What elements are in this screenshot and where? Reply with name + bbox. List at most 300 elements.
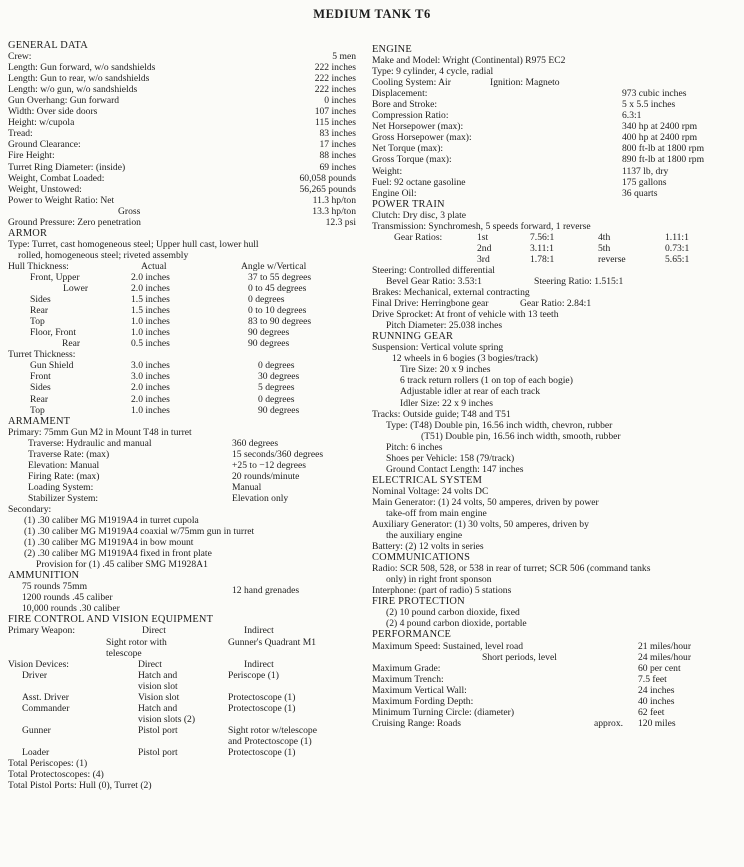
hull-angle: 83 to 90 degrees xyxy=(248,316,312,328)
secondary-weapon: Provision for (1) .45 caliber SMG M1928A1 xyxy=(36,559,208,571)
engine-data-value: 800 ft-lb at 1800 rpm xyxy=(622,143,705,155)
loader-indirect: Protectoscope (1) xyxy=(228,747,296,758)
hull-thickness-row xyxy=(8,294,362,305)
electrical-line xyxy=(372,486,738,497)
ammo-row xyxy=(8,592,362,603)
general-data-label: Gross xyxy=(118,205,141,217)
engine-data-label: Gross Horsepower (max): xyxy=(372,132,472,144)
engine-make: Make and Model: Wright (Continental) R975 EC2 xyxy=(372,55,566,67)
running-gear-row xyxy=(372,364,738,375)
performance-row xyxy=(372,718,738,729)
engine-line xyxy=(372,77,738,88)
hull-actual: 2.0 inches xyxy=(131,271,170,283)
drive-sprocket: Drive Sprocket: At front of vehicle with 13 teeth xyxy=(372,309,559,321)
general-data-label: Length: Gun to rear, w/o sandshields xyxy=(8,73,150,85)
section-heading-general-data: GENERAL DATA xyxy=(8,40,88,51)
general-data-label: Tread: xyxy=(8,128,33,140)
left-column xyxy=(8,40,362,791)
driver-direct-cont: vision slot xyxy=(138,680,178,692)
ammo-75mm: 75 rounds 75mm xyxy=(22,581,88,593)
primary-weapon-value: Elevation only xyxy=(232,492,289,504)
fire-control-row xyxy=(8,769,362,780)
turret-part: Gun Shield xyxy=(30,360,74,372)
performance-label: Maximum Grade: xyxy=(372,662,441,674)
comm-line xyxy=(372,574,738,585)
performance-label: Minimum Turning Circle: (diameter) xyxy=(372,706,515,718)
gear-ratio-row xyxy=(372,232,738,243)
hull-thickness-row xyxy=(8,272,362,283)
engine-data-label: Net Horsepower (max): xyxy=(372,121,464,133)
hull-thickness-row xyxy=(8,316,362,327)
performance-value: 24 miles/hour xyxy=(638,651,692,663)
engine-data-row xyxy=(372,166,738,177)
gear-ratio: 3.11:1 xyxy=(530,242,554,254)
primary-weapon-row xyxy=(8,438,362,449)
fire-control-row xyxy=(8,670,362,681)
general-data-label: Width: Over side doors xyxy=(8,106,98,118)
tracks: Tracks: Outside guide; T48 and T51 xyxy=(372,408,511,420)
direct-header: Direct xyxy=(142,625,166,637)
hull-thickness-header xyxy=(8,261,362,272)
engine-data-row xyxy=(372,154,738,165)
primary-weapon-row xyxy=(8,482,362,493)
hull-thickness-table xyxy=(8,272,362,349)
running-gear-line xyxy=(372,453,738,464)
armor-type-continuation-line xyxy=(8,250,362,261)
general-data-label: Fire Height: xyxy=(8,150,55,162)
asst-driver-label: Asst. Driver xyxy=(22,691,69,703)
hull-thickness-row xyxy=(8,283,362,294)
general-data-list xyxy=(8,51,362,228)
turret-angle: 0 degrees xyxy=(258,360,295,372)
commander-direct-cont: vision slots (2) xyxy=(138,713,196,725)
general-data-value: 107 inches xyxy=(314,106,356,118)
performance-value: 21 miles/hour xyxy=(638,640,692,652)
section-heading-power-train: POWER TRAIN xyxy=(372,198,445,210)
electrical-line xyxy=(372,508,738,519)
driver-indirect: Periscope (1) xyxy=(228,669,279,681)
main-generator-cont: take-off from main engine xyxy=(386,507,487,519)
steering-ratio: Steering Ratio: 1.515:1 xyxy=(534,275,624,287)
vision-indirect-header: Indirect xyxy=(244,658,274,670)
gunner-direct: Pistol port xyxy=(138,724,178,736)
hull-actual: 1.5 inches xyxy=(131,294,170,306)
engine-data-label: Displacement: xyxy=(372,88,428,100)
engine-data-value: 973 cubic inches xyxy=(622,88,687,100)
section-heading-armor: ARMOR xyxy=(8,227,48,239)
ammo-30cal: 10,000 rounds .30 caliber xyxy=(22,603,120,615)
turret-thickness-row xyxy=(8,405,362,416)
general-data-row xyxy=(8,95,362,106)
fire-control-row xyxy=(8,692,362,703)
section-heading-running-gear: RUNNING GEAR xyxy=(372,331,454,343)
engine-data-row xyxy=(372,88,738,99)
general-data-row xyxy=(8,128,362,139)
fire-control-row xyxy=(8,703,362,714)
hull-part: Rear xyxy=(30,305,49,317)
fire-control-row xyxy=(8,758,362,769)
section-heading-performance: PERFORMANCE xyxy=(372,629,451,641)
hull-part: Rear xyxy=(62,338,81,350)
ground-contact-length: Ground Contact Length: 147 inches xyxy=(386,463,524,475)
section-heading-fire-control: FIRE CONTROL AND VISION EQUIPMENT xyxy=(8,614,214,626)
general-data-row xyxy=(8,206,362,217)
gear-name: 3rd xyxy=(477,253,490,265)
general-data-label: Length: Gun forward, w/o sandshields xyxy=(8,62,156,74)
primary-weapon-label: Primary Weapon: xyxy=(8,625,75,637)
running-gear-line xyxy=(372,420,738,431)
section-heading-fire-protection: FIRE PROTECTION xyxy=(372,596,465,608)
electrical-line xyxy=(372,530,738,541)
hull-part: Top xyxy=(30,316,45,328)
turret-actual: 3.0 inches xyxy=(131,360,170,372)
gear-ratios-table xyxy=(372,232,738,265)
electrical-line xyxy=(372,519,738,530)
radio: Radio: SCR 508, 528, or 538 in rear of turret; SCR 506 (command tanks xyxy=(372,563,651,575)
fire-control-row xyxy=(8,780,362,791)
general-data-value: 12.3 psi xyxy=(325,216,356,228)
ammo-row xyxy=(8,603,362,614)
hull-part: Sides xyxy=(30,294,51,306)
gear-name: 4th xyxy=(598,231,611,243)
primary-weapon-value: 360 degrees xyxy=(232,437,279,449)
vision-devices-label: Vision Devices: xyxy=(8,658,69,670)
general-data-row xyxy=(8,139,362,150)
performance-value: 40 inches xyxy=(638,695,675,707)
secondary-weapon: (1) .30 caliber MG M1919A4 in bow mount xyxy=(24,537,194,549)
column-header-actual: Actual xyxy=(141,260,167,272)
hull-actual: 1.0 inches xyxy=(131,316,170,328)
performance-label: Short periods, level xyxy=(482,651,557,663)
performance-list xyxy=(372,641,738,729)
primary-weapon-label: Traverse: Hydraulic and manual xyxy=(28,437,152,449)
fire-protection-fixed: (2) 10 pound carbon dioxide, fixed xyxy=(386,607,520,619)
performance-row xyxy=(372,674,738,685)
running-gear-line xyxy=(372,409,738,420)
performance-value: 24 inches xyxy=(638,684,675,696)
general-data-row xyxy=(8,217,362,228)
general-data-value: 5 men xyxy=(332,51,356,63)
primary-weapon-row xyxy=(8,460,362,471)
engine-data-row xyxy=(372,188,738,199)
section-heading-engine: ENGINE xyxy=(372,44,412,55)
engine-data-label: Bore and Stroke: xyxy=(372,99,438,111)
general-data-row xyxy=(8,73,362,84)
fire-control-row xyxy=(8,625,362,636)
bevel-gear-ratio: Bevel Gear Ratio: 3.53:1 xyxy=(386,275,482,287)
primary-weapon-label: Loading System: xyxy=(28,481,94,493)
asst-driver-direct: Vision slot xyxy=(138,691,180,703)
turret-thickness-row xyxy=(8,360,362,371)
engine-data-row xyxy=(372,177,738,188)
hull-angle: 90 degrees xyxy=(248,338,290,350)
gear-ratio-row xyxy=(372,254,738,265)
commander-direct: Hatch and xyxy=(138,702,178,714)
general-data-row xyxy=(8,106,362,117)
general-data-label: Gun Overhang: Gun forward xyxy=(8,95,120,107)
turret-thickness-label: Turret Thickness: xyxy=(8,349,76,361)
performance-value: 60 per cent xyxy=(638,662,681,674)
gear-ratio: 1.11:1 xyxy=(665,231,689,243)
engine-data-row xyxy=(372,143,738,154)
running-gear-item: Adjustable idler at rear of each track xyxy=(400,386,541,398)
general-data-value: 60,058 pounds xyxy=(299,172,356,184)
primary-indirect: Gunner's Quadrant M1 xyxy=(228,636,317,648)
electrical-line xyxy=(372,497,738,508)
general-data-value: 222 inches xyxy=(314,73,356,85)
gear-ratio: 1.78:1 xyxy=(530,253,555,265)
engine-data-value: 6.3:1 xyxy=(622,110,642,122)
asst-driver-indirect: Protectoscope (1) xyxy=(228,691,296,703)
primary-weapon-value: 20 rounds/minute xyxy=(232,470,300,482)
gear-name: 5th xyxy=(598,242,611,254)
radio-cont: only) in right front sponson xyxy=(386,574,492,586)
engine-data-row xyxy=(372,121,738,132)
running-gear-item: 12 wheels in 6 bogies (3 bogies/track) xyxy=(392,353,539,365)
engine-data-label: Net Torque (max): xyxy=(372,143,444,155)
engine-data-value: 1137 lb, dry xyxy=(622,165,669,177)
gunner-label: Gunner xyxy=(22,724,51,736)
engine-data-value: 400 hp at 2400 rpm xyxy=(622,132,698,144)
turret-thickness-row xyxy=(8,371,362,382)
turret-part: Front xyxy=(30,371,51,383)
turret-thickness-row xyxy=(8,382,362,393)
turret-thickness-table xyxy=(8,360,362,415)
performance-value: 7.5 feet xyxy=(638,673,667,685)
gear-ratio: 7.56:1 xyxy=(530,231,555,243)
secondary-weapon: (2) .30 caliber MG M1919A4 fixed in front plate xyxy=(24,548,212,560)
running-gear-row xyxy=(372,353,738,364)
performance-label: Cruising Range: Roads xyxy=(372,717,462,729)
fire-protection-line xyxy=(372,618,738,629)
hull-actual: 2.0 inches xyxy=(131,283,170,295)
general-data-value: 11.3 hp/ton xyxy=(312,194,356,206)
fire-control-row xyxy=(8,637,362,648)
performance-row xyxy=(372,652,738,663)
steering: Steering: Controlled differential xyxy=(372,264,495,276)
hull-angle: 37 to 55 degrees xyxy=(248,271,312,283)
secondary-weapon-row xyxy=(8,515,362,526)
gunner-indirect: Sight rotor w/telescope xyxy=(228,724,317,736)
total-periscopes: Total Periscopes: (1) xyxy=(8,758,88,770)
general-data-label: Weight, Combat Loaded: xyxy=(8,172,105,184)
section-heading-electrical: ELECTRICAL SYSTEM xyxy=(372,474,483,486)
primary-weapon-label: Stabilizer System: xyxy=(28,492,99,504)
gear-ratios-label: Gear Ratios: xyxy=(394,231,443,243)
hull-thickness-row xyxy=(8,327,362,338)
performance-label: Maximum Fording Depth: xyxy=(372,695,474,707)
general-data-label: Weight, Unstowed: xyxy=(8,183,82,195)
running-gear-line xyxy=(372,342,738,353)
general-data-row xyxy=(8,51,362,62)
final-drive: Final Drive: Herringbone gear xyxy=(372,298,489,310)
fire-control-row xyxy=(8,747,362,758)
general-data-row xyxy=(8,173,362,184)
general-data-label: Power to Weight Ratio: Net xyxy=(8,194,115,206)
power-train-line xyxy=(372,276,738,287)
track-pitch: Pitch: 6 inches xyxy=(386,441,443,453)
gear-name: reverse xyxy=(598,253,626,265)
performance-value: 62 feet xyxy=(638,706,665,718)
power-train-line xyxy=(372,221,738,232)
electrical-line xyxy=(372,541,738,552)
gear-ratio: 0.73:1 xyxy=(665,242,690,254)
loader-direct: Pistol port xyxy=(138,747,178,758)
auxiliary-generator: Auxiliary Generator: (1) 30 volts, 50 amperes, driven by xyxy=(372,519,589,531)
running-gear-line xyxy=(372,431,738,442)
secondary-weapon: (1) .30 caliber MG M1919A4 in turret cupola xyxy=(24,515,199,527)
primary-weapon-value: +25 to −12 degrees xyxy=(232,459,306,471)
primary-weapon-value: 15 seconds/360 degrees xyxy=(232,448,324,460)
engine-data-row xyxy=(372,110,738,121)
engine-data-list xyxy=(372,88,738,198)
fire-control-row xyxy=(8,736,362,747)
secondary-weapon: (1) .30 caliber MG M1919A4 coaxial w/75mm gun in turret xyxy=(24,526,255,538)
track-type-t48: Type: (T48) Double pin, 16.56 inch width, chevron, rubber xyxy=(386,419,613,431)
ammo-45cal: 1200 rounds .45 caliber xyxy=(22,592,113,604)
engine-data-label: Gross Torque (max): xyxy=(372,154,452,166)
comm-line xyxy=(372,563,738,574)
engine-data-label: Weight: xyxy=(372,165,403,177)
engine-data-value: 890 ft-lb at 1800 rpm xyxy=(622,154,705,166)
hull-thickness-label: Hull Thickness: xyxy=(8,260,69,272)
performance-value: 120 miles xyxy=(638,717,676,729)
general-data-row xyxy=(8,117,362,128)
general-data-label: Crew: xyxy=(8,51,32,63)
primary-weapon-label: Traverse Rate: (max) xyxy=(28,448,110,460)
commander-label: Commander xyxy=(22,702,70,714)
driver-label: Driver xyxy=(22,669,48,681)
power-train-line xyxy=(372,210,738,221)
turret-actual: 1.0 inches xyxy=(131,404,170,416)
turret-part: Sides xyxy=(30,382,51,394)
secondary-weapon-row xyxy=(8,548,362,559)
gunner-indirect-cont: and Protectoscope (1) xyxy=(228,735,312,747)
general-data-value: 83 inches xyxy=(319,128,356,140)
general-data-value: 222 inches xyxy=(314,84,356,96)
hull-thickness-row xyxy=(8,305,362,316)
hull-angle: 0 degrees xyxy=(248,294,285,306)
page-title: MEDIUM TANK T6 xyxy=(313,7,431,21)
hull-actual: 1.5 inches xyxy=(131,305,170,317)
engine-line xyxy=(372,66,738,77)
engine-data-row xyxy=(372,99,738,110)
engine-data-label: Compression Ratio: xyxy=(372,110,449,122)
vision-direct-header: Direct xyxy=(138,658,162,670)
running-gear-item: 6 track return rollers (1 on top of each bogie) xyxy=(400,375,573,387)
fire-control-row xyxy=(8,714,362,725)
running-gear-line xyxy=(372,442,738,453)
secondary-weapons-list xyxy=(8,515,362,570)
battery: Battery: (2) 12 volts in series xyxy=(372,541,484,553)
running-gear-row xyxy=(372,398,738,409)
hull-angle: 90 degrees xyxy=(248,327,290,339)
primary-direct-cont: telescope xyxy=(106,647,142,659)
pitch-diameter: Pitch Diameter: 25.038 inches xyxy=(386,320,503,332)
nominal-voltage: Nominal Voltage: 24 volts DC xyxy=(372,485,489,497)
ammo-row xyxy=(8,581,362,597)
turret-thickness-header xyxy=(8,349,362,360)
clutch: Clutch: Dry disc, 3 plate xyxy=(372,209,467,221)
right-column xyxy=(372,44,738,729)
running-gear-list xyxy=(372,353,738,408)
main-generator: Main Generator: (1) 24 volts, 50 amperes, driven by power xyxy=(372,496,599,508)
performance-label: Maximum Speed: Sustained, level road xyxy=(372,640,524,652)
primary-weapon-row xyxy=(8,471,362,482)
primary-weapon-label: Elevation: Manual xyxy=(28,459,100,471)
primary-weapon-value: Manual xyxy=(232,481,262,493)
general-data-value: 88 inches xyxy=(319,150,356,162)
fire-control-row xyxy=(8,681,362,692)
comm-line xyxy=(372,585,738,596)
suspension: Suspension: Vertical volute spring xyxy=(372,342,504,354)
track-type-t51: (T51) Double pin, 16.56 inch width, smooth, rubber xyxy=(421,430,621,442)
turret-part: Rear xyxy=(30,393,49,405)
engine-cooling: Cooling System: Air xyxy=(372,77,451,89)
armament-primary-line xyxy=(8,427,362,438)
interphone: Interphone: (part of radio) 5 stations xyxy=(372,585,512,597)
driver-direct: Hatch and xyxy=(138,669,178,681)
final-drive-gear-ratio: Gear Ratio: 2.84:1 xyxy=(520,298,592,310)
secondary-weapon-row xyxy=(8,526,362,537)
general-data-label: Ground Pressure: Zero penetration xyxy=(8,216,141,228)
hull-actual: 0.5 inches xyxy=(131,338,170,350)
secondary-weapon-row xyxy=(8,537,362,548)
hull-thickness-row xyxy=(8,338,362,349)
brakes: Brakes: Mechanical, external contracting xyxy=(372,287,530,299)
performance-label: Maximum Trench: xyxy=(372,673,444,685)
engine-ignition: Ignition: Magneto xyxy=(490,77,560,89)
turret-angle: 90 degrees xyxy=(258,404,300,416)
armament-secondary-line xyxy=(8,504,362,515)
performance-row xyxy=(372,696,738,707)
armor-type-line xyxy=(8,239,362,250)
hull-angle: 0 to 10 degrees xyxy=(248,305,307,317)
fire-control-row xyxy=(8,648,362,659)
hull-part: Lower xyxy=(63,283,89,295)
hull-part: Front, Upper xyxy=(30,271,80,283)
fire-protection-line xyxy=(372,607,738,618)
shoes-per-vehicle: Shoes per Vehicle: 158 (79/track) xyxy=(386,452,515,464)
performance-row xyxy=(372,707,738,718)
gear-name: 1st xyxy=(477,231,489,243)
running-gear-line xyxy=(372,464,738,475)
commander-indirect: Protectoscope (1) xyxy=(228,702,296,714)
hull-part: Floor, Front xyxy=(30,327,76,339)
engine-data-value: 340 hp at 2400 rpm xyxy=(622,121,698,133)
primary-weapon-data xyxy=(8,438,362,504)
turret-angle: 5 degrees xyxy=(258,382,295,394)
general-data-value: 222 inches xyxy=(314,62,356,74)
section-heading-communications: COMMUNICATIONS xyxy=(372,552,471,564)
fire-control-row xyxy=(8,659,362,670)
general-data-label: Turret Ring Diameter: (inside) xyxy=(8,161,126,173)
total-pistol-ports: Total Pistol Ports: Hull (0), Turret (2) xyxy=(8,780,152,792)
primary-weapon-label: Firing Rate: (max) xyxy=(28,470,100,482)
section-heading-ammunition: AMMUNITION xyxy=(8,570,80,582)
armor-type: Type: Turret, cast homogeneous steel; Upper hull cast, lower hull xyxy=(8,238,259,250)
general-data-row xyxy=(8,184,362,195)
primary-weapon-row xyxy=(8,449,362,460)
general-data-row xyxy=(8,62,362,73)
power-train-line xyxy=(372,287,738,298)
running-gear-row xyxy=(372,375,738,386)
general-data-value: 13.3 hp/ton xyxy=(312,205,356,217)
engine-type: Type: 9 cylinder, 4 cycle, radial xyxy=(372,66,494,78)
performance-row xyxy=(372,641,738,652)
loader-label: Loader xyxy=(22,747,50,758)
gear-ratio: 5.65:1 xyxy=(665,253,690,265)
